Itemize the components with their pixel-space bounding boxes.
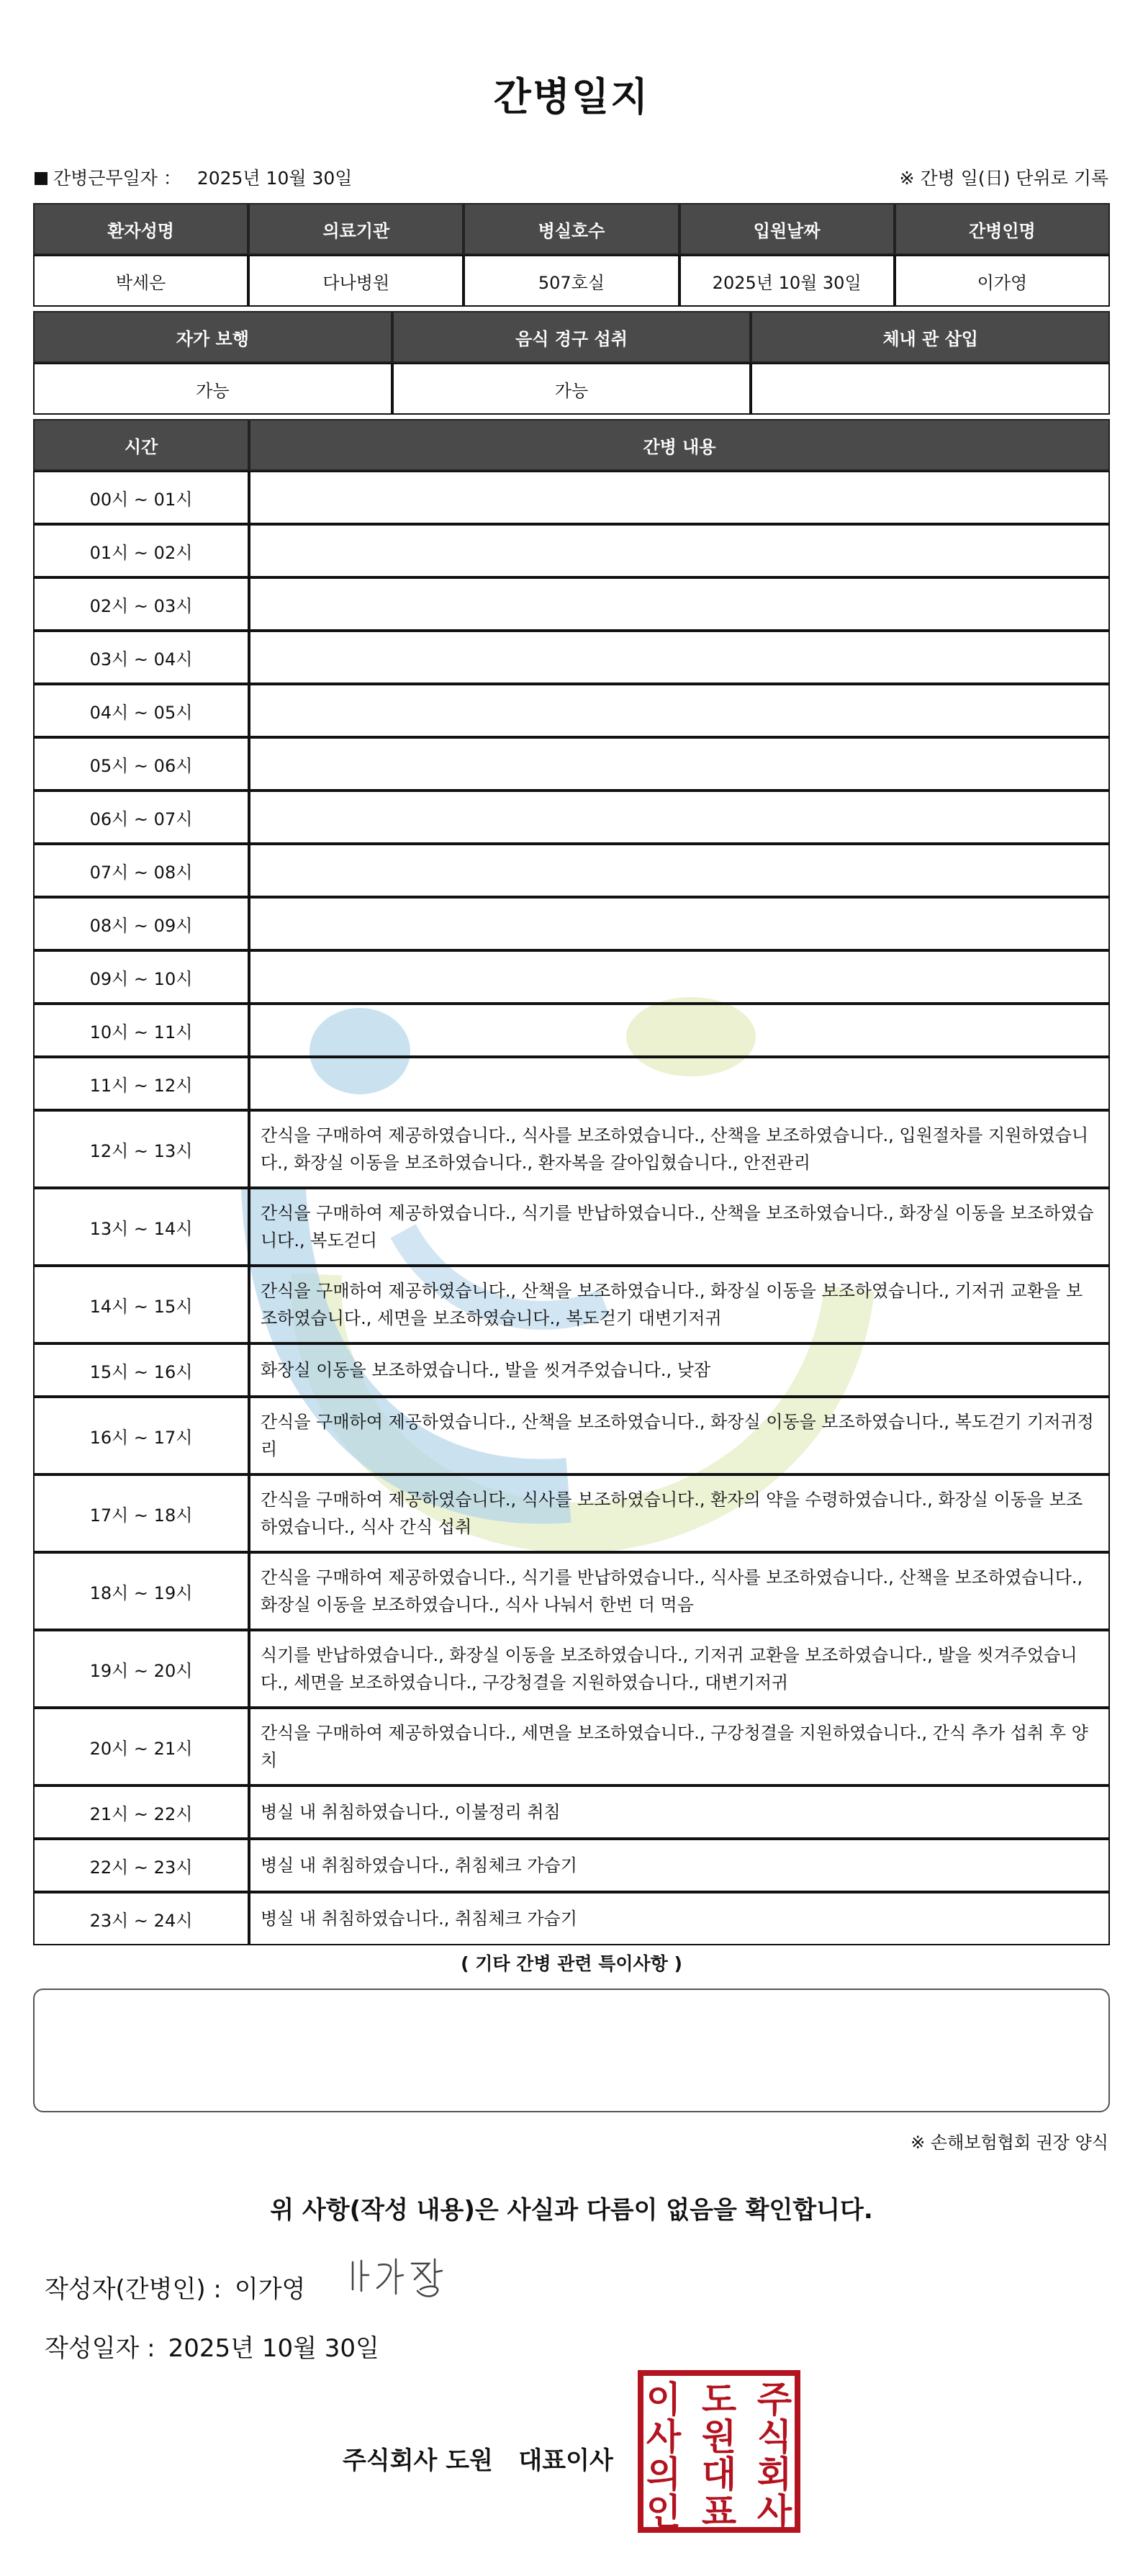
work-date-label: 간병근무일자 ： <box>53 168 181 189</box>
table-row <box>33 791 1110 844</box>
log-content-cell <box>249 737 1110 791</box>
hospital-name: 다나병원 <box>248 255 464 307</box>
work-date <box>35 164 352 190</box>
log-content-cell: 간식을 구매하여 제공하였습니다., 식기를 반납하였습니다., 산책을 보조하였습니다., 화장실 이동을 보조하였습니다., 복도걷디 <box>249 1188 1110 1266</box>
log-time-cell: 08시 ~ 09시 <box>33 897 249 950</box>
header-room: 병실호수 <box>464 203 679 255</box>
unit-note: ※ 간병 일(日) 단위로 기록 <box>899 168 1108 189</box>
log-time-cell: 01시 ~ 02시 <box>33 524 249 577</box>
svg-text:표: 표 <box>701 2491 737 2533</box>
table-row <box>33 1266 1110 1343</box>
special-notes-box <box>33 1989 1110 2112</box>
log-time-cell: 10시 ~ 11시 <box>33 1004 249 1057</box>
svg-text:식: 식 <box>756 2416 792 2458</box>
log-content-cell <box>249 684 1110 737</box>
log-time-cell: 18시 ~ 19시 <box>33 1552 249 1630</box>
written-date-value: 2025년 10월 30일 <box>168 2334 379 2363</box>
confirmation-statement: 위 사항(작성 내용)은 사실과 다름이 없음을 확인합니다. <box>270 2196 873 2225</box>
table-header-row <box>33 203 1110 255</box>
hourly-care-log-table <box>33 419 1110 1945</box>
form-note: ※ 손해보험협회 권장 양식 <box>911 2133 1108 2153</box>
log-time-cell: 07시 ~ 08시 <box>33 844 249 897</box>
header-hospital: 의료기관 <box>248 203 464 255</box>
table-row <box>33 844 1110 897</box>
table-row <box>33 1708 1110 1785</box>
log-content-cell: 식기를 반납하였습니다., 화장실 이동을 보조하였습니다., 기저귀 교환을 보조하였습니다., 발을 씻겨주었습니다., 세면을 보조하였습니다., 구강청결을 지원하였습니다., 대변기저귀 <box>249 1630 1110 1708</box>
table-row <box>33 577 1110 631</box>
log-content-cell <box>249 1057 1110 1110</box>
log-body <box>33 471 1110 1945</box>
log-content-cell <box>249 791 1110 844</box>
log-time-cell: 04시 ~ 05시 <box>33 684 249 737</box>
table-row <box>33 684 1110 737</box>
log-time-cell: 23시 ~ 24시 <box>33 1892 249 1945</box>
table-row <box>33 255 1110 307</box>
log-time-cell: 20시 ~ 21시 <box>33 1708 249 1785</box>
svg-text:원: 원 <box>701 2416 737 2458</box>
patient-ability-table <box>33 311 1110 415</box>
log-content-cell: 간식을 구매하여 제공하였습니다., 식기를 반납하였습니다., 식사를 보조하였습니다., 산책을 보조하였습니다., 화장실 이동을 보조하였습니다., 식사 나눠서 한번 더 먹음 <box>249 1552 1110 1630</box>
svg-text:인: 인 <box>646 2491 682 2533</box>
table-row <box>33 1892 1110 1945</box>
log-content-cell <box>249 524 1110 577</box>
writer-label: 작성자(간병인) : <box>45 2275 222 2304</box>
patient-info-table <box>33 203 1110 307</box>
log-time-cell: 05시 ~ 06시 <box>33 737 249 791</box>
log-time-cell: 02시 ~ 03시 <box>33 577 249 631</box>
writer-line <box>45 2269 305 2305</box>
svg-text:회: 회 <box>756 2454 792 2495</box>
svg-text:대: 대 <box>701 2454 737 2495</box>
header-self-walking: 자가 보행 <box>33 311 392 363</box>
svg-text:도: 도 <box>701 2379 737 2420</box>
page-title: 간병일지 <box>493 74 650 120</box>
header-oral-intake: 음식 경구 섭취 <box>392 311 751 363</box>
admission-date: 2025년 10월 30일 <box>679 255 895 307</box>
log-time-cell: 06시 ~ 07시 <box>33 791 249 844</box>
log-time-cell: 03시 ~ 04시 <box>33 631 249 684</box>
table-row <box>33 897 1110 950</box>
table-row <box>33 471 1110 524</box>
table-row <box>33 363 1110 415</box>
log-time-cell: 22시 ~ 23시 <box>33 1839 249 1892</box>
table-row <box>33 631 1110 684</box>
table-row <box>33 524 1110 577</box>
table-header-row <box>33 311 1110 363</box>
table-row <box>33 1630 1110 1708</box>
log-content-cell: 병실 내 취침하였습니다., 이불정리 취침 <box>249 1785 1110 1839</box>
room-number: 507호실 <box>464 255 679 307</box>
log-content-cell: 간식을 구매하여 제공하였습니다., 세면을 보조하였습니다., 구강청결을 지원하였습니다., 간식 추가 섭취 후 양치 <box>249 1708 1110 1785</box>
log-time-cell: 16시 ~ 17시 <box>33 1397 249 1474</box>
log-time-cell: 09시 ~ 10시 <box>33 950 249 1004</box>
table-row <box>33 1057 1110 1110</box>
svg-text:이: 이 <box>646 2379 682 2420</box>
log-content-cell <box>249 950 1110 1004</box>
table-row <box>33 1004 1110 1057</box>
log-time-cell: 19시 ~ 20시 <box>33 1630 249 1708</box>
log-content-cell <box>249 577 1110 631</box>
tube-insertion-value <box>751 363 1110 415</box>
writer-name: 이가영 <box>234 2275 306 2304</box>
written-date-line <box>45 2328 379 2364</box>
table-row <box>33 1397 1110 1474</box>
table-row <box>33 737 1110 791</box>
log-content-cell <box>249 471 1110 524</box>
handwritten-signature <box>345 2255 461 2305</box>
square-bullet-icon <box>35 172 48 185</box>
header-time: 시간 <box>33 419 249 471</box>
header-caregiver: 간병인명 <box>895 203 1110 255</box>
log-time-cell: 00시 ~ 01시 <box>33 471 249 524</box>
svg-text:사: 사 <box>646 2416 682 2458</box>
log-time-cell: 12시 ~ 13시 <box>33 1110 249 1188</box>
special-notes-label: ( 기타 간병 관련 특이사항 ) <box>461 1953 682 1974</box>
log-content-cell: 간식을 구매하여 제공하였습니다., 산책을 보조하였습니다., 화장실 이동을 보조하였습니다., 기저귀 교환을 보조하였습니다., 세면을 보조하였습니다., 복도걷기 대변기저귀 <box>249 1266 1110 1343</box>
patient-name: 박세은 <box>33 255 248 307</box>
log-time-cell: 13시 ~ 14시 <box>33 1188 249 1266</box>
log-content-cell <box>249 1004 1110 1057</box>
table-row <box>33 1188 1110 1266</box>
log-content-cell <box>249 897 1110 950</box>
log-time-cell: 21시 ~ 22시 <box>33 1785 249 1839</box>
log-content-cell: 병실 내 취침하였습니다., 취침체크 가습기 <box>249 1892 1110 1945</box>
work-date-value: 2025년 10월 30일 <box>196 168 353 189</box>
log-time-cell: 15시 ~ 16시 <box>33 1343 249 1397</box>
company-seal-stamp <box>638 2370 800 2533</box>
company-name: 주식회사 도원 대표이사 <box>343 2446 613 2475</box>
table-row <box>33 950 1110 1004</box>
header-patient-name: 환자성명 <box>33 203 248 255</box>
log-content-cell <box>249 844 1110 897</box>
svg-text:주: 주 <box>756 2379 792 2420</box>
log-content-cell: 간식을 구매하여 제공하였습니다., 식사를 보조하였습니다., 환자의 약을 수령하였습니다., 화장실 이동을 보조하였습니다., 식사 간식 섭취 <box>249 1474 1110 1552</box>
caregiver-name: 이가영 <box>895 255 1110 307</box>
log-time-cell: 17시 ~ 18시 <box>33 1474 249 1552</box>
table-row <box>33 1785 1110 1839</box>
table-row <box>33 1343 1110 1397</box>
svg-text:의: 의 <box>646 2454 682 2495</box>
svg-text:사: 사 <box>756 2491 792 2533</box>
table-row <box>33 1474 1110 1552</box>
header-admission-date: 입원날짜 <box>679 203 895 255</box>
header-tube-insertion: 체내 관 삽입 <box>751 311 1110 363</box>
self-walking-value: 가능 <box>33 363 392 415</box>
log-content-cell: 간식을 구매하여 제공하였습니다., 식사를 보조하였습니다., 산책을 보조하였습니다., 입원절차를 지원하였습니다., 화장실 이동을 보조하였습니다., 환자복을 갈아입혔습니다., 안전관리 <box>249 1110 1110 1188</box>
log-content-cell: 간식을 구매하여 제공하였습니다., 산책을 보조하였습니다., 화장실 이동을 보조하였습니다., 복도걷기 기저귀정리 <box>249 1397 1110 1474</box>
log-time-cell: 11시 ~ 12시 <box>33 1057 249 1110</box>
table-row <box>33 1552 1110 1630</box>
log-content-cell <box>249 631 1110 684</box>
log-time-cell: 14시 ~ 15시 <box>33 1266 249 1343</box>
log-content-cell: 화장실 이동을 보조하였습니다., 발을 씻겨주었습니다., 낮잠 <box>249 1343 1110 1397</box>
table-header-row <box>33 419 1110 471</box>
header-care-content: 간병 내용 <box>249 419 1110 471</box>
table-row <box>33 1839 1110 1892</box>
oral-intake-value: 가능 <box>392 363 751 415</box>
written-date-label: 작성일자 : <box>45 2334 155 2363</box>
log-content-cell: 병실 내 취침하였습니다., 취침체크 가습기 <box>249 1839 1110 1892</box>
table-row <box>33 1110 1110 1188</box>
